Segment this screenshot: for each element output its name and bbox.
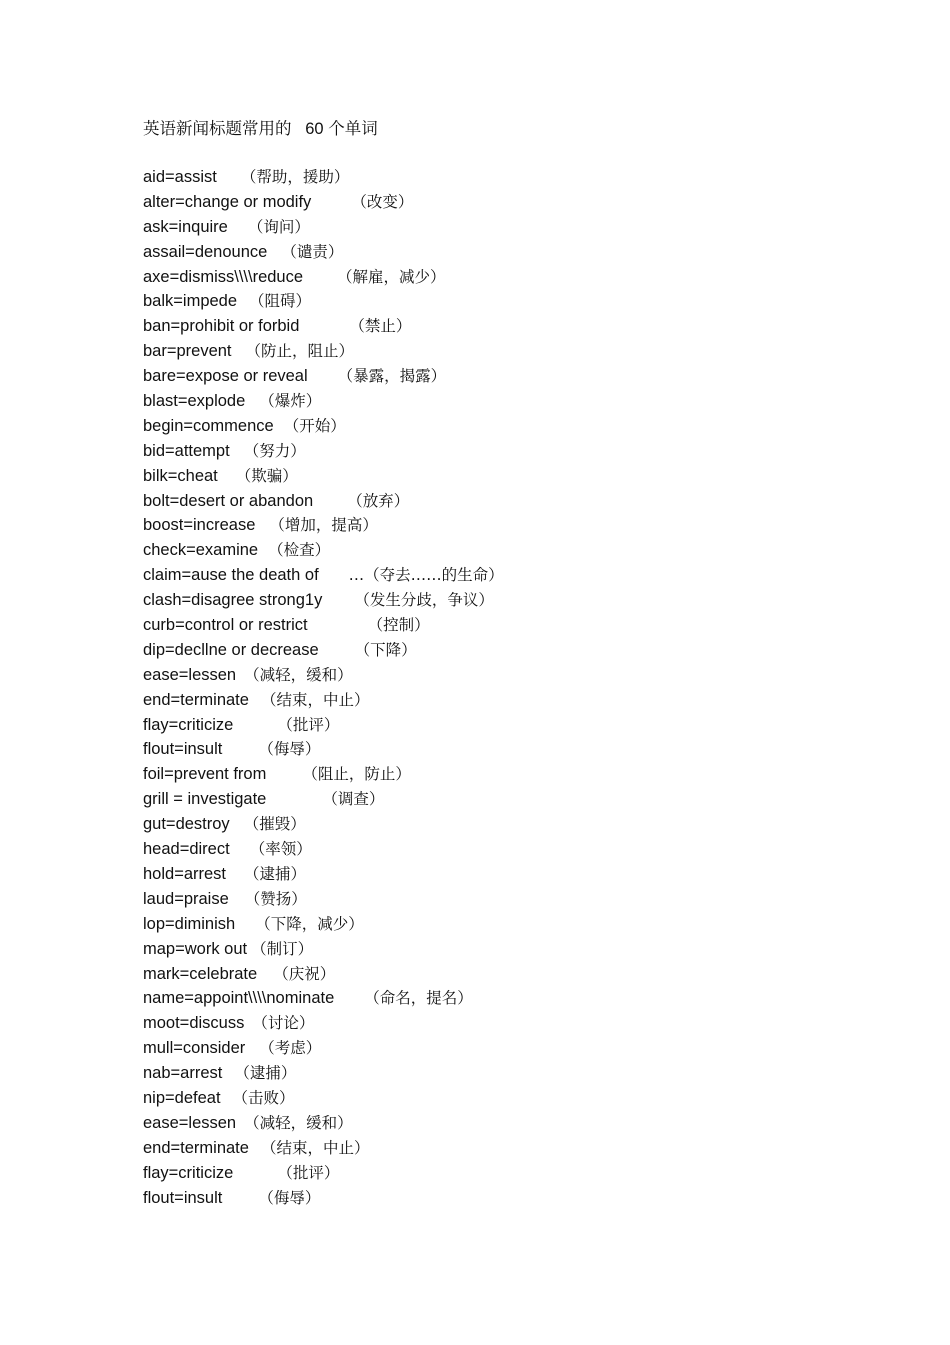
entry-meaning: （解雇，减少） [337,267,446,286]
entry-term: map=work out [143,939,248,958]
entry-term: dip=decllne or decrease [143,640,319,659]
vocabulary-entry [143,689,504,714]
entry-term: flay=criticize [143,1163,234,1182]
entry-meaning: （摧毁） [243,815,306,834]
entry-meaning: （调查） [322,790,385,809]
entry-meaning: （命名，提名） [364,989,473,1008]
vocabulary-list [143,166,504,1211]
vocabulary-entry [143,340,504,365]
entry-meaning: （考虑） [259,1039,322,1058]
vocabulary-entry [143,938,504,963]
entry-meaning: （结束，中止） [260,1138,370,1157]
entry-meaning: （谴责） [281,242,344,261]
vocabulary-entry [143,813,504,838]
entry-meaning: （防止，阻止） [245,342,355,361]
vocabulary-entry [143,963,504,988]
entry-meaning: （阻止，防止） [302,765,411,784]
entry-term: mark=celebrate [143,964,258,983]
vocabulary-entry [143,1112,504,1137]
entry-meaning: （努力） [243,441,306,460]
entry-meaning: （逮捕） [234,1064,297,1083]
vocabulary-entry [143,763,504,788]
vocabulary-entry [143,315,504,340]
vocabulary-entry [143,465,504,490]
entry-term: ease=lessen [143,665,237,684]
entry-meaning: （禁止） [349,317,412,336]
entry-term: ease=lessen [143,1113,237,1132]
vocabulary-entry [143,564,504,589]
vocabulary-entry [143,639,504,664]
entry-term: blast=explode [143,392,246,411]
entry-meaning: （率领） [249,840,312,859]
entry-meaning: （询问） [247,217,310,236]
vocabulary-entry [143,290,504,315]
entry-meaning: （控制） [367,616,430,635]
entry-meaning: （侮辱） [258,740,321,759]
entry-meaning: （侮辱） [258,1188,321,1207]
vocabulary-entry [143,664,504,689]
entry-term: flay=criticize [143,715,234,734]
entry-term: claim=ause the death of [143,566,319,585]
entry-meaning: （暴露，揭露） [337,367,447,386]
entry-term: assail=denounce [143,242,268,261]
entry-term: flout=insult [143,740,223,759]
vocabulary-entry [143,1137,504,1162]
vocabulary-entry [143,714,504,739]
vocabulary-entry [143,440,504,465]
entry-meaning: （击败） [232,1088,295,1107]
entry-meaning: （发生分歧，争议） [354,591,494,610]
vocabulary-entry [143,490,504,515]
entry-term: curb=control or restrict [143,616,308,635]
entry-term: begin=commence [143,416,274,435]
entry-term: end=terminate [143,690,249,709]
vocabulary-entry [143,788,504,813]
entry-meaning: （制订） [251,939,314,958]
vocabulary-entry [143,365,504,390]
vocabulary-entry [143,191,504,216]
entry-term: lop=diminish [143,914,236,933]
entry-term: bar=prevent [143,342,232,361]
entry-term: end=terminate [143,1138,249,1157]
vocabulary-entry [143,589,504,614]
entry-meaning: （批评） [277,1163,340,1182]
entry-term: gut=destroy [143,815,230,834]
entry-meaning: （帮助，援助） [240,168,350,186]
entry-meaning: （逮捕） [244,864,307,883]
entry-meaning: （欺骗） [235,466,298,485]
entry-meaning: …（夺去……的生命） [348,566,504,585]
vocabulary-entry [143,614,504,639]
entry-meaning: （下降） [354,640,417,659]
entry-term: nip=defeat [143,1088,221,1107]
vocabulary-entry [143,1187,504,1212]
entry-meaning: （增加，提高） [269,516,378,535]
vocabulary-entry [143,913,504,938]
entry-term: laud=praise [143,889,229,908]
vocabulary-entry [143,415,504,440]
entry-term: flout=insult [143,1188,223,1207]
entry-term: alter=change or modify [143,192,312,211]
vocabulary-entry [143,1012,504,1037]
document-title: 英语新闻标题常用的 60 个单词 [143,120,378,138]
entry-term: bid=attempt [143,441,230,460]
vocabulary-entry [143,390,504,415]
vocabulary-entry [143,166,504,191]
entry-meaning: （检查） [268,541,331,560]
entry-term: moot=discuss [143,1014,245,1033]
entry-term: ask=inquire [143,217,228,236]
entry-term: head=direct [143,840,230,859]
vocabulary-entry [143,216,504,241]
entry-term: foil=prevent from [143,765,267,784]
vocabulary-entry [143,987,504,1012]
entry-meaning: （减轻，缓和） [244,1113,353,1132]
vocabulary-entry [143,1087,504,1112]
entry-term: grill = investigate [143,790,267,809]
vocabulary-entry [143,539,504,564]
entry-term: check=examine [143,541,259,560]
entry-meaning: （爆炸） [259,392,322,411]
entry-term: bilk=cheat [143,466,218,485]
entry-meaning: （庆祝） [273,964,336,983]
entry-term: mull=consider [143,1039,246,1058]
entry-meaning: （讨论） [252,1014,315,1033]
entry-term: name=appoint\\\\nominate [143,989,335,1008]
entry-meaning: （改变） [351,192,414,211]
entry-meaning: （阻碍） [249,292,312,311]
vocabulary-entry [143,241,504,266]
entry-term: boost=increase [143,516,256,535]
entry-term: balk=impede [143,292,238,311]
entry-term: hold=arrest [143,864,227,883]
entry-term: aid=assist [143,168,217,186]
vocabulary-entry [143,514,504,539]
vocabulary-entry [143,838,504,863]
entry-meaning: （批评） [277,715,340,734]
entry-term: bare=expose or reveal [143,367,308,386]
vocabulary-entry [143,863,504,888]
vocabulary-entry [143,888,504,913]
entry-term: axe=dismiss\\\\reduce [143,267,304,286]
entry-term: nab=arrest [143,1064,223,1083]
entry-meaning: （放弃） [347,491,410,510]
vocabulary-entry [143,738,504,763]
entry-meaning: （开始） [283,416,346,435]
entry-term: bolt=desert or abandon [143,491,314,510]
entry-term: clash=disagree strong1y [143,591,323,610]
vocabulary-entry [143,1037,504,1062]
vocabulary-entry [143,1162,504,1187]
entry-meaning: （减轻，缓和） [244,665,353,684]
entry-meaning: （下降，减少） [255,914,364,933]
entry-meaning: （赞扬） [244,889,307,908]
entry-meaning: （结束，中止） [260,690,370,709]
vocabulary-entry [143,266,504,291]
entry-term: ban=prohibit or forbid [143,317,300,336]
vocabulary-entry [143,1062,504,1087]
